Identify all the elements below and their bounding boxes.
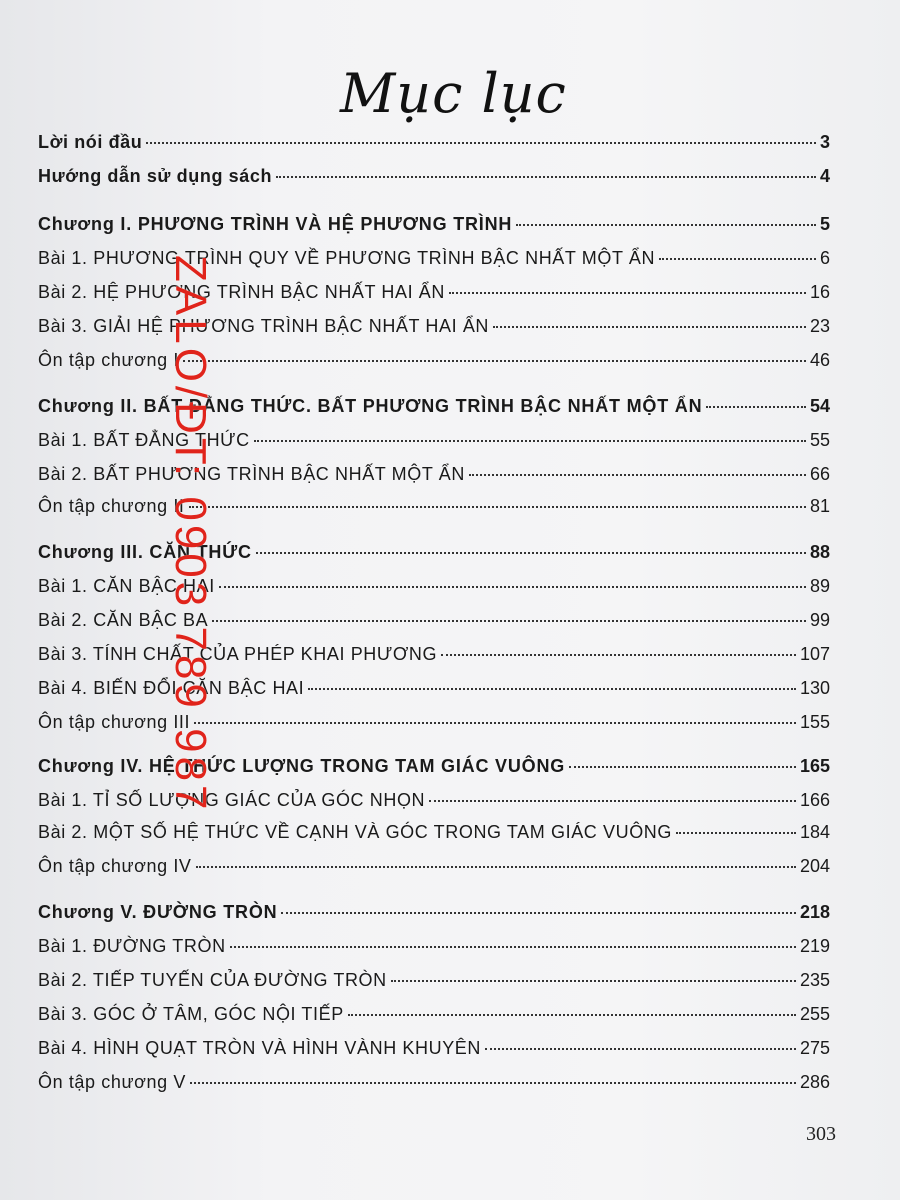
dot-leader [391,980,796,982]
toc-entry-page: 275 [799,1038,830,1058]
toc-entry-page: 218 [799,902,830,922]
dot-leader [196,866,796,868]
dot-leader [659,258,816,260]
toc-entry-label: Ôn tập chương I [38,350,179,370]
toc-entry-label: Bài 4. BIẾN ĐỔI CĂN BẬC HAI [38,678,305,698]
toc-entry-label: Bài 1. BẤT ĐẲNG THỨC [38,430,250,450]
dot-leader [190,1082,796,1084]
dot-leader [676,832,796,834]
dot-leader [276,176,816,178]
dot-leader [485,1048,796,1050]
toc-entry-page: 55 [809,430,830,450]
dot-leader [183,360,806,362]
toc-entry-page: 219 [799,936,830,956]
toc-entry-label: Bài 2. TIẾP TUYẾN CỦA ĐƯỜNG TRÒN [38,970,387,990]
toc-entry-label: Ôn tập chương II [38,496,185,516]
toc-entry [38,822,830,852]
toc-entry [38,350,830,380]
toc-entry-page: 204 [799,856,830,876]
page-number: 303 [806,1123,836,1145]
dot-leader [469,474,806,476]
toc-entry-page: 89 [809,576,830,596]
toc-entry [38,790,830,820]
toc-entry [38,576,830,606]
toc-entry-label: Chương III. CĂN THỨC [38,542,252,562]
toc-entry [38,496,830,526]
toc-entry-label: Chương II. BẤT ĐẲNG THỨC. BẤT PHƯƠNG TRÌNH BẬC NHẤT MỘT ẨN [38,396,703,416]
toc-entry-label: Bài 2. HỆ PHƯƠNG TRÌNH BẬC NHẤT HAI ẨN [38,282,446,302]
toc-entry [38,1004,830,1034]
toc-chapter [38,396,830,426]
toc-entry-label: Chương I. PHƯƠNG TRÌNH VÀ HỆ PHƯƠNG TRÌNH [38,214,513,234]
toc-entry-page: 184 [799,822,830,842]
toc-entry-page: 5 [819,214,830,234]
toc-entry-label: Ôn tập chương V [38,1072,186,1092]
toc-entry [38,856,830,886]
toc-chapter [38,542,830,572]
dot-leader [254,440,806,442]
toc-entry-page: 6 [819,248,830,268]
toc-entry-label: Hướng dẫn sử dụng sách [38,166,273,186]
toc-entry [38,1038,830,1068]
toc-entry [38,166,830,196]
toc-entry [38,248,830,278]
toc-entry-label: Chương IV. HỆ THỨC LƯỢNG TRONG TAM GIÁC VUÔNG [38,756,566,776]
toc-entry-label: Ôn tập chương IV [38,856,192,876]
toc-entry-label: Bài 1. TỈ SỐ LƯỢNG GIÁC CỦA GÓC NHỌN [38,790,426,810]
dot-leader [146,142,816,144]
dot-leader [516,224,816,226]
dot-leader [281,912,796,914]
toc-entry-page: 286 [799,1072,830,1092]
toc-entry-page: 3 [819,132,830,152]
toc-entry [38,936,830,966]
toc-entry-label: Lời nói đầu [38,132,143,152]
toc-entry-page: 81 [809,496,830,516]
toc-entry-page: 66 [809,464,830,484]
dot-leader [569,766,796,768]
dot-leader [256,552,806,554]
dot-leader [441,654,796,656]
toc-entry-label: Bài 3. GIẢI HỆ PHƯƠNG TRÌNH BẬC NHẤT HAI ẨN [38,316,490,336]
toc-entry-page: 165 [799,756,830,776]
toc-entry [38,712,830,742]
toc-entry [38,610,830,640]
toc-entry-page: 155 [799,712,830,732]
toc-entry-label: Bài 2. MỘT SỐ HỆ THỨC VỀ CẠNH VÀ GÓC TRONG TAM GIÁC VUÔNG [38,822,673,842]
toc-chapter [38,214,830,244]
dot-leader [308,688,796,690]
toc-entry-page: 235 [799,970,830,990]
toc-chapter [38,902,830,932]
toc-entry [38,430,830,460]
toc-entry [38,644,830,674]
toc-entry-page: 107 [799,644,830,664]
dot-leader [189,506,806,508]
toc-entry-label: Bài 1. PHƯƠNG TRÌNH QUY VỀ PHƯƠNG TRÌNH BẬC NHẤT MỘT ẨN [38,248,656,268]
toc-chapter [38,756,830,786]
toc-entry-page: 166 [799,790,830,810]
dot-leader [212,620,806,622]
toc-entry-label: Bài 2. CĂN BẬC BA [38,610,209,630]
toc-entry-label: Bài 3. TÍNH CHẤT CỦA PHÉP KHAI PHƯƠNG [38,644,438,664]
dot-leader [429,800,796,802]
toc-entry [38,282,830,312]
toc-entry [38,678,830,708]
dot-leader [493,326,806,328]
toc-entry-label: Ôn tập chương III [38,712,191,732]
toc-entry-page: 255 [799,1004,830,1024]
toc-entry-page: 4 [819,166,830,186]
dot-leader [230,946,796,948]
dot-leader [449,292,806,294]
dot-leader [219,586,806,588]
dot-leader [706,406,806,408]
toc-entry-label: Bài 4. HÌNH QUẠT TRÒN VÀ HÌNH VÀNH KHUYÊN [38,1038,482,1058]
toc-entry-label: Chương V. ĐƯỜNG TRÒN [38,902,278,922]
toc-entry-page: 130 [799,678,830,698]
toc-entry [38,970,830,1000]
toc-entry-page: 16 [809,282,830,302]
toc-entry-page: 88 [809,542,830,562]
toc-entry-page: 23 [809,316,830,336]
toc-entry-label: Bài 1. ĐƯỜNG TRÒN [38,936,226,956]
toc-entry-label: Bài 1. CĂN BẬC HAI [38,576,215,596]
dot-leader [194,722,796,724]
toc-entry-label: Bài 2. BẤT PHƯƠNG TRÌNH BẬC NHẤT MỘT ẨN [38,464,465,484]
toc-entry [38,1072,830,1102]
page-title: Mục lục [340,62,567,125]
toc-entry-page: 54 [809,396,830,416]
toc-entry [38,316,830,346]
toc-entry-label: Bài 3. GÓC Ở TÂM, GÓC NỘI TIẾP [38,1004,344,1024]
toc-entry [38,464,830,494]
toc-entry-page: 99 [809,610,830,630]
toc-entry-page: 46 [809,350,830,370]
watermark: ZALO/ĐT: 0903 789 987 [166,255,215,814]
dot-leader [348,1014,796,1016]
toc-entry [38,132,830,162]
